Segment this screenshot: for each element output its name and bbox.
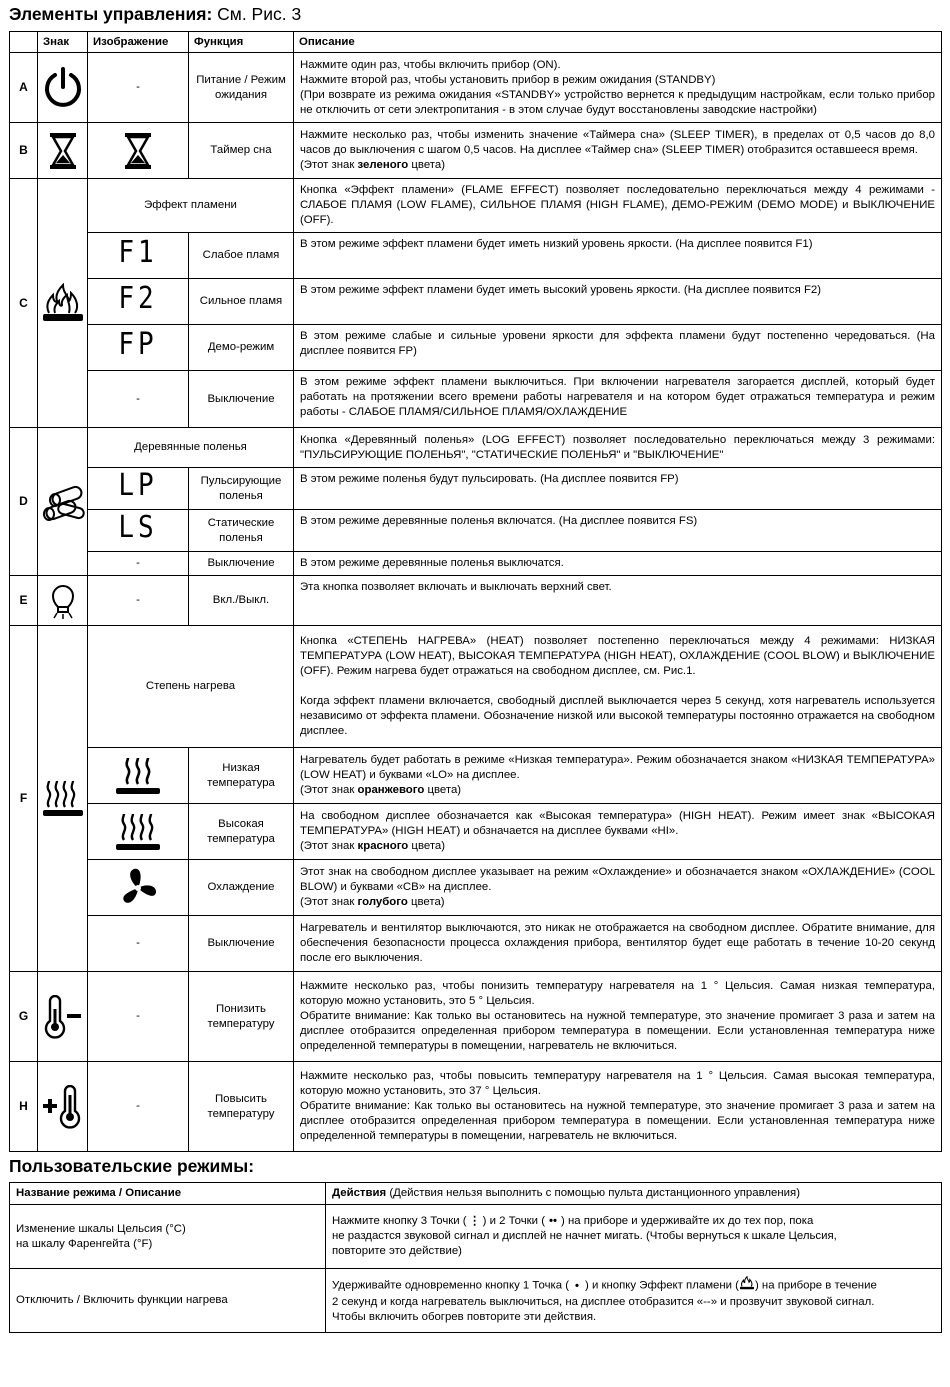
user-modes-title: Пользовательские режимы: <box>9 1156 255 1176</box>
row-f-high <box>10 804 942 860</box>
row-f-low <box>10 748 942 804</box>
description: В этом режиме эффект пламени будет иметь низкий уровень яркости. (На дисплее появится F1) <box>294 233 942 279</box>
two-dots-icon: •• <box>549 1215 557 1227</box>
image-placeholder: - <box>88 371 189 428</box>
row-d-off <box>10 552 942 576</box>
mode-name: Отключить / Включить функции нагрева <box>10 1269 326 1333</box>
hourglass-icon <box>88 123 189 179</box>
logs-icon <box>38 428 88 576</box>
heat-waves-icon <box>88 804 189 860</box>
row-h <box>10 1062 942 1152</box>
function-label: Таймер сна <box>189 123 294 179</box>
row-c-f1 <box>10 233 942 279</box>
description: В этом режиме поленья будут пульсировать. (На дисплее появится FP) <box>294 468 942 510</box>
image-placeholder: - <box>88 972 189 1062</box>
image-placeholder: - <box>88 552 189 576</box>
power-icon <box>38 53 88 123</box>
three-dots-icon: ⋮ <box>468 1215 481 1227</box>
function-label: Выключение <box>189 552 294 576</box>
description: Нагреватель и вентилятор выключаются, это никак не отображается на свободном дисплее. Обратите внимание, для обеспечения безопасности процесса охлаждения прибора, вентилятор будет еще работать в течение 10-20 секунд после его выключения. <box>294 916 942 972</box>
description: В этом режиме эффект пламени будет иметь высокий уровень яркости. (На дисплее появится F2) <box>294 279 942 325</box>
row-g <box>10 972 942 1062</box>
header-description: Описание <box>294 32 942 53</box>
description: Кнопка «Деревянный поленья» (LOG EFFECT) позволяет последовательно переключаться между 3 режимами: "ПУЛЬСИРУЮЩИЕ ПОЛЕНЬЯ", "СТАТИЧЕСКИЕ ПОЛЕНЬЯ" и "ВЫКЛЮЧЕНИЕ" <box>294 428 942 468</box>
image-placeholder: - <box>88 1062 189 1152</box>
mode-action: Нажмите кнопку 3 Точки ( ⋮ ) и 2 Точки ( •• ) на приборе и удерживайте их до тех пор, пока не раздастся звуковой сигнал и дисплей не начнет мигать. (Чтобы вернуться к шкале Цельсия, повторите это действие) <box>326 1205 942 1269</box>
row-e <box>10 576 942 626</box>
function-label: Статические поленья <box>189 510 294 552</box>
image-placeholder: - <box>88 576 189 626</box>
one-dot-icon: • <box>575 1279 580 1292</box>
thermometer-plus-icon <box>38 1062 88 1152</box>
function-label: Низкая температура <box>189 748 294 804</box>
controls-header-row <box>10 32 942 53</box>
description: В этом режиме деревянные поленья включатся. (На дисплее появится FS) <box>294 510 942 552</box>
thermometer-minus-icon <box>38 972 88 1062</box>
row-b <box>10 123 942 179</box>
description: Кнопка «Эффект пламени» (FLAME EFFECT) позволяет последовательно переключаться между 4 режимами - СЛАБОЕ ПЛАМЯ (LOW FLAME), СИЛЬНОЕ ПЛАМЯ (HIGH FLAME), ДЕМО-РЕЖИМ (DEMO MODE) и ВЫКЛЮЧЕНИЕ (OFF). <box>294 179 942 233</box>
description: В этом режиме деревянные поленья выключатся. <box>294 552 942 576</box>
user-modes-table <box>9 1182 942 1333</box>
row-c-off <box>10 371 942 428</box>
fan-icon <box>88 860 189 916</box>
function-label: Охлаждение <box>189 860 294 916</box>
header-sign: Знак <box>38 32 88 53</box>
header-image: Изображение <box>88 32 189 53</box>
mode-row <box>10 1269 942 1333</box>
row-d-ls <box>10 510 942 552</box>
function-label: Деревянные поленья <box>88 428 294 468</box>
mode-name: Изменение шкалы Цельсия (°C) на шкалу Фаренгейта (°F) <box>10 1205 326 1269</box>
description: В этом режиме эффект пламени выключиться. При включении нагревателя загорается дисплей, который будет работать на протяжении всего времени работы нагревателя и на котором будет отражаться температура и режим работы - СЛАБОЕ ПЛАМЯ/СИЛЬНОЕ ПЛАМЯ/ОХЛАЖДЕНИЕ <box>294 371 942 428</box>
function-label: Повысить температуру <box>189 1062 294 1152</box>
controls-title: Элементы управления: См. Рис. 3 <box>9 4 302 24</box>
controls-table <box>9 31 942 1152</box>
function-label: Питание / Режим ожидания <box>189 53 294 123</box>
description: На свободном дисплее обозначается как «Высокая температура» (HIGH HEAT). Режим имеет знак «ВЫСОКАЯ ТЕМПЕРАТУРА» (HIGH HEAT) и обзначается на дисплее буквами «HI». (Этот знак красного цвета) <box>294 804 942 860</box>
row-d-lp <box>10 468 942 510</box>
row-f-off <box>10 916 942 972</box>
function-label: Демо-режим <box>189 325 294 371</box>
row-letter: A <box>10 53 38 123</box>
figure-reference: См. Рис. 3 <box>217 4 302 24</box>
function-label: Эффект пламени <box>88 179 294 233</box>
row-f-header <box>10 626 942 748</box>
description: В этом режиме слабые и сильные уровени яркости для эффекта пламени будут постепенно чередоваться. (На дисплее появится FP) <box>294 325 942 371</box>
row-c-header <box>10 179 942 233</box>
mode-action: Удерживайте одновременно кнопку 1 Точка ( • ) и кнопку Эффект пламени ( ) на приборе в течение 2 секунд и когда нагреватель выключиться, на дисплее отобразится «--» и прозвучит звуковой сигнал. Чтобы включить обогрев повторите эти действия. <box>326 1269 942 1333</box>
display-code: LP <box>88 468 189 510</box>
flame-icon <box>38 179 88 428</box>
mode-row <box>10 1205 942 1269</box>
function-label: Пульсирующие поленья <box>189 468 294 510</box>
row-letter: E <box>10 576 38 626</box>
function-label: Выключение <box>189 371 294 428</box>
function-label: Вкл./Выкл. <box>189 576 294 626</box>
function-label: Понизить температуру <box>189 972 294 1062</box>
image-placeholder: - <box>88 916 189 972</box>
display-code: F2 <box>88 279 189 325</box>
image-placeholder: - <box>88 53 189 123</box>
description: Нажмите несколько раз, чтобы понизить температуру нагревателя на 1 ° Цельсия. Самая низкая температура, которую можно установить, это 5 ° Цельсия. Обратите внимание: Как только вы остановитесь на нужной температуре, это значение промигает 3 раза и затем на дисплее отобразится определенная прибором температура в помещении. Если установленная температура ниже определенной температуры в помещении, нагреватель не включиться. <box>294 972 942 1062</box>
display-code: F1 <box>88 233 189 279</box>
row-f-cool <box>10 860 942 916</box>
lightbulb-icon <box>38 576 88 626</box>
function-label: Слабое пламя <box>189 233 294 279</box>
flame-icon <box>739 1276 755 1295</box>
heat-waves-icon <box>38 626 88 972</box>
row-letter: H <box>10 1062 38 1152</box>
row-c-fp <box>10 325 942 371</box>
description: Кнопка «СТЕПЕНЬ НАГРЕВА» (HEAT) позволяет постепенно переключаться между 4 режимами: НИЗКАЯ ТЕМПЕРАТУРА (LOW HEAT), ВЫСОКАЯ ТЕМПЕРАТУРА (HIGH HEAT), ОХЛАЖДЕНИЕ (COOL BLOW) и ВЫКЛЮЧЕНИЕ (OFF). Режим нагрева будет отражаться на свободном дисплее, см. Рис.1. Когда эффект пламени включается, свободный дисплей выключается через 5 секунд, хотя нагреватель используется независимо от эффекта пламени. Обозначение низкой или высокой температуры постоянно отражается на свободном дисплее. <box>294 626 942 748</box>
row-letter: F <box>10 626 38 972</box>
function-label: Высокая температура <box>189 804 294 860</box>
description: Этот знак на свободном дисплее указывает на режим «Охлаждение» и обозначается знаком «ОХЛАЖДЕНИЕ» (COOL BLOW) и буквами «CB» на дисплее. (Этот знак голубого цвета) <box>294 860 942 916</box>
header-function: Функция <box>189 32 294 53</box>
description: Нагреватель будет работать в режиме «Низкая температура». Режим обозначается знаком «НИЗКАЯ ТЕМПЕРАТУРА» (LOW HEAT) и буквами «LO» на дисплее. (Этот знак оранжевого цвета) <box>294 748 942 804</box>
header-actions: Действия (Действия нельзя выполнить с помощью пульта дистанционного управления) <box>326 1183 942 1205</box>
heat-waves-icon <box>88 748 189 804</box>
row-c-f2 <box>10 279 942 325</box>
row-letter: D <box>10 428 38 576</box>
row-letter: G <box>10 972 38 1062</box>
description: Нажмите несколько раз, чтобы изменить значение «Таймера сна» (SLEEP TIMER), в пределах от 0,5 часов до 8,0 часов до выключения с шагом 0,5 часов. На дисплее «Таймер сна» (SLEEP TIMER) отобразится оставшееся время. (Этот знак зеленого цвета) <box>294 123 942 179</box>
function-label: Сильное пламя <box>189 279 294 325</box>
row-a <box>10 53 942 123</box>
display-code: LS <box>88 510 189 552</box>
hourglass-icon <box>38 123 88 179</box>
description: Эта кнопка позволяет включать и выключать верхний свет. <box>294 576 942 626</box>
row-letter: B <box>10 123 38 179</box>
modes-header-row <box>10 1183 942 1205</box>
header-mode-name: Название режима / Описание <box>10 1183 326 1205</box>
display-code: FP <box>88 325 189 371</box>
function-label: Выключение <box>189 916 294 972</box>
row-d-header <box>10 428 942 468</box>
function-label: Степень нагрева <box>88 626 294 748</box>
row-letter: C <box>10 179 38 428</box>
description: Нажмите один раз, чтобы включить прибор (ON). Нажмите второй раз, чтобы установить прибор в режим ожидания (STANDBY) (При возврате из режима ожидания «STANDBY» устройство вернется к предыдущим настройкам, если только прибор не отключить от сети электропитания - в этом случае будут восстановлены заводские настройки) <box>294 53 942 123</box>
description: Нажмите несколько раз, чтобы повысить температуру нагревателя на 1 ° Цельсия. Самая высокая температура, которую можно установить, это 37 ° Цельсия. Обратите внимание: Как только вы остановитесь на нужной температуре, это значение промигает 3 раза и затем на дисплее отобразится определенная прибором температура в помещении. Если установленная температура ниже определенной температуры в помещении, нагреватель не включиться. <box>294 1062 942 1152</box>
